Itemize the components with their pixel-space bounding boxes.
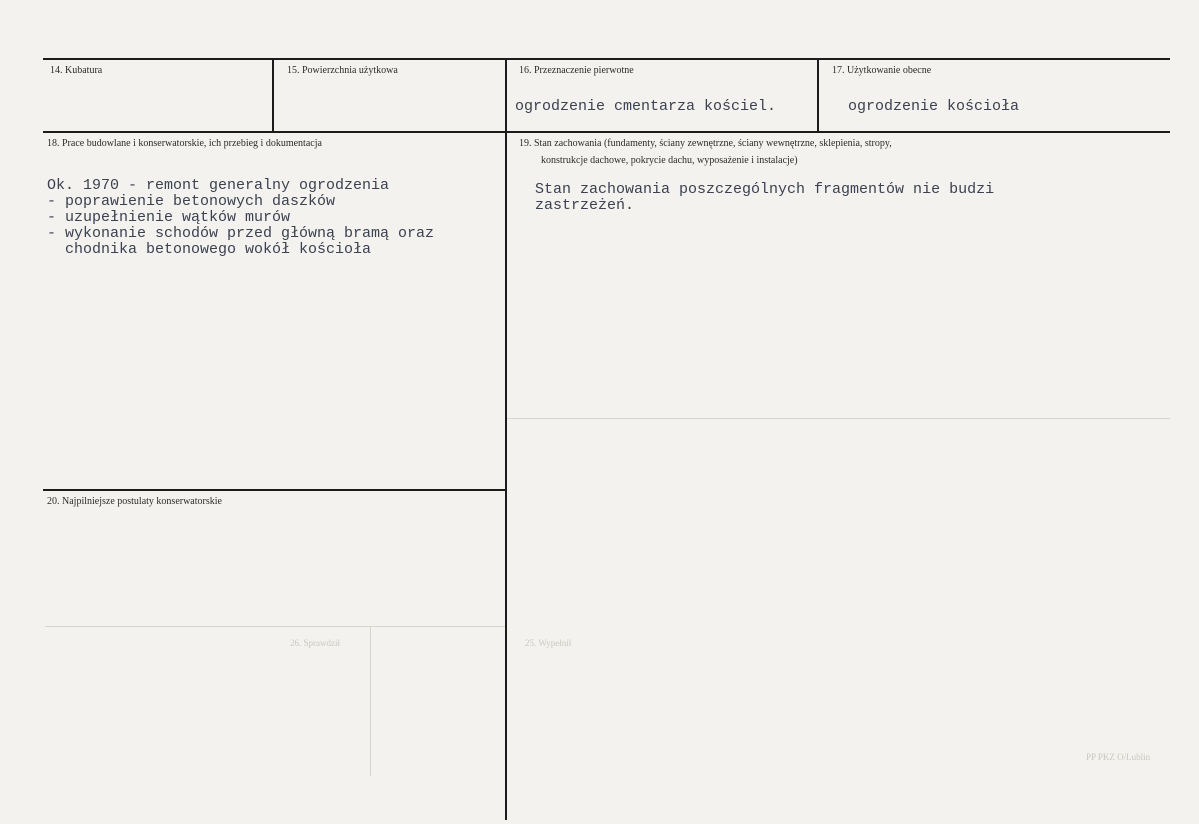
prace-line: Ok. 1970 - remont generalny ogrodzenia [47,177,390,194]
column-divider [817,58,819,132]
postulaty-label: 20. Najpilniejsze postulaty konserwatorskie [47,496,222,507]
stan-line: Stan zachowania poszczególnych fragmentów nie budzi [535,181,995,198]
row-divider [43,131,1170,133]
column-divider-main [505,58,507,820]
prace-line: - poprawienie betonowych daszków [47,193,336,210]
show-through-line [370,626,371,776]
powierzchnia-label: 15. Powierzchnia użytkowa [287,65,398,76]
show-through-text: PP PKZ O/Lublin [1086,752,1151,762]
uzytkowanie-value: ogrodzenie kościoła [848,98,1020,115]
prace-line: - uzupełnienie wątków murów [47,209,291,226]
column-divider [272,58,274,132]
top-border [43,58,1170,60]
stan-label-cont: konstrukcje dachowe, pokrycie dachu, wyposażenie i instalacje) [541,155,798,166]
stan-line: zastrzeżeń. [535,197,635,214]
show-through-line [45,626,505,627]
section-divider [43,489,505,491]
uzytkowanie-label: 17. Użytkowanie obecne [832,65,932,76]
prace-label: 18. Prace budowlane i konserwatorskie, ich przebieg i dokumentacja [47,138,322,149]
show-through-text: 26. Sprawdził [290,638,340,648]
stan-label: 19. Stan zachowania (fundamenty, ściany zewnętrzne, ściany wewnętrzne, sklepienia, stropy, [519,138,892,149]
przeznaczenie-value: ogrodzenie cmentarza kościel. [515,98,777,115]
kubatura-label: 14. Kubatura [50,65,103,76]
przeznaczenie-label: 16. Przeznaczenie pierwotne [519,65,634,76]
show-through-line [505,418,1170,419]
prace-line: - wykonanie schodów przed główną bramą oraz [47,225,435,242]
show-through-text: 25. Wypełnił [525,638,572,648]
prace-line: chodnika betonowego wokół kościoła [47,241,372,258]
